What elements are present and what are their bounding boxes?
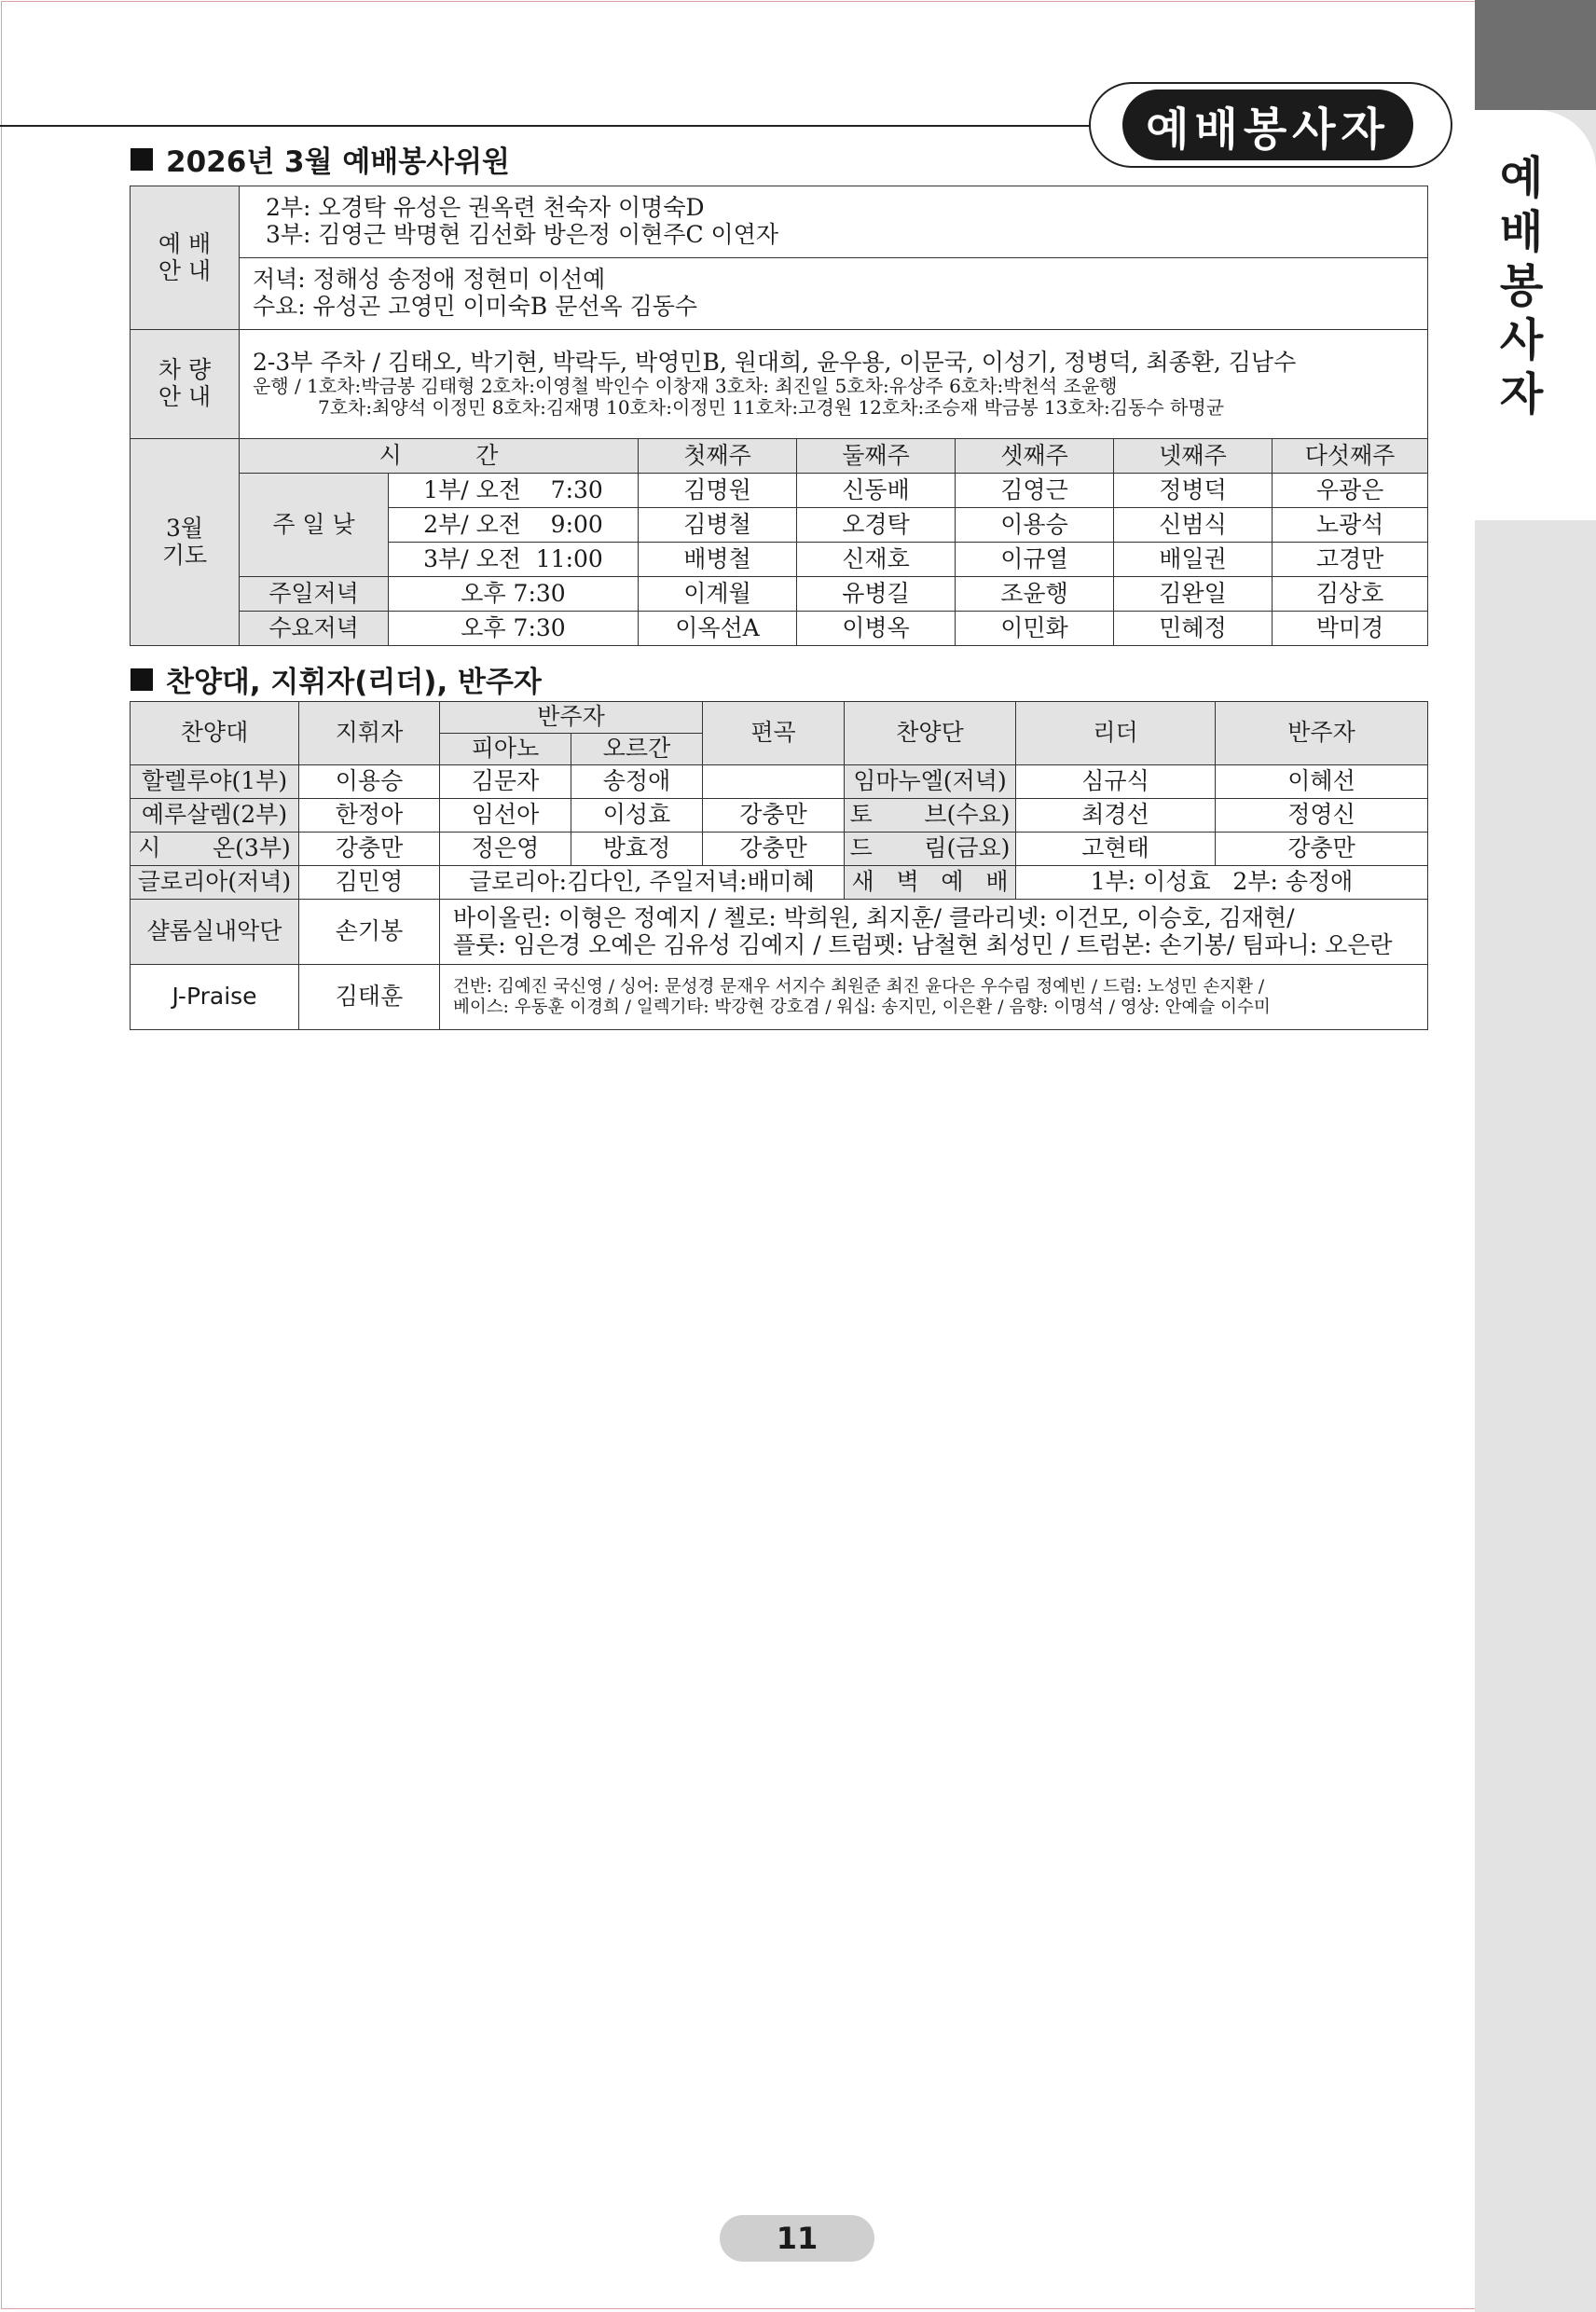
worship-evening-box bbox=[240, 258, 1428, 330]
prayer-name: 이용승 bbox=[956, 508, 1114, 543]
prayer-name: 이옥선A bbox=[639, 612, 797, 646]
prayer-name: 노광석 bbox=[1273, 508, 1428, 543]
jpraise-members bbox=[440, 965, 1428, 1030]
prayer-name: 정병덕 bbox=[1114, 474, 1273, 508]
vehicle-box bbox=[240, 330, 1428, 439]
choir-name: 시 온(3부) bbox=[131, 833, 299, 866]
vehicle-label: 차 량 안 내 bbox=[131, 330, 240, 439]
prayer-label: 3월 기도 bbox=[131, 439, 240, 646]
header-arrangement: 편곡 bbox=[703, 702, 845, 765]
prayer-name: 고경만 bbox=[1273, 543, 1428, 577]
table-row bbox=[131, 866, 1428, 900]
worship-service-box bbox=[240, 186, 1428, 258]
prayer-name: 김완일 bbox=[1114, 577, 1273, 612]
prayer-name: 배일권 bbox=[1114, 543, 1273, 577]
piano: 임선아 bbox=[440, 799, 571, 833]
sunday-label: 주 일 낮 bbox=[240, 474, 389, 577]
prayer-time: 오후 7:30 bbox=[389, 612, 639, 646]
header-leader: 리더 bbox=[1016, 702, 1216, 765]
header-choir: 찬양대 bbox=[131, 702, 299, 765]
section-title-volunteers: 2026년 3월 예배봉사위원 bbox=[131, 138, 510, 180]
praise-team: 임마누엘(저녁) bbox=[845, 765, 1016, 799]
header-conductor: 지휘자 bbox=[299, 702, 440, 765]
organ: 이성효 bbox=[571, 799, 703, 833]
piano: 정은영 bbox=[440, 833, 571, 866]
piano: 김문자 bbox=[440, 765, 571, 799]
table-row bbox=[131, 765, 1428, 799]
praise-team: 드 림(금요) bbox=[845, 833, 1016, 866]
orchestra-conductor: 손기봉 bbox=[299, 900, 440, 965]
jpraise-name: J-Praise bbox=[131, 965, 299, 1030]
header-piano: 피아노 bbox=[440, 734, 571, 765]
prayer-name: 오경탁 bbox=[797, 508, 956, 543]
table-row bbox=[131, 833, 1428, 866]
orchestra-line: 바이올린: 이형은 정예지 / 첼로: 박희원, 최지훈/ 클라리넷: 이건모, 이승호, 김재현/ bbox=[453, 903, 1295, 931]
bullet-square-icon bbox=[131, 668, 153, 691]
side-tab-label: 예 배 봉 사 자 bbox=[1499, 152, 1544, 420]
worship-line: 2부: 오경탁 유성은 권옥련 천숙자 이명숙D bbox=[266, 194, 705, 222]
header-praise-team: 찬양단 bbox=[845, 702, 1016, 765]
dawn-service-label: 새 벽 예 배 bbox=[845, 866, 1016, 900]
accompanist: 이혜선 bbox=[1216, 765, 1428, 799]
orchestra-members bbox=[440, 900, 1428, 965]
choir-name: 글로리아(저녁) bbox=[131, 866, 299, 900]
prayer-name: 민혜정 bbox=[1114, 612, 1273, 646]
header-accompanist: 반주자 bbox=[440, 702, 703, 734]
prayer-time: 2부/ 오전 9:00 bbox=[389, 508, 639, 543]
prayer-name: 김병철 bbox=[639, 508, 797, 543]
conductor: 한정아 bbox=[299, 799, 440, 833]
choir-table bbox=[130, 701, 1428, 1030]
week-header: 셋째주 bbox=[956, 439, 1114, 474]
evening-label: 주일저녁 bbox=[240, 577, 389, 612]
prayer-name: 박미경 bbox=[1273, 612, 1428, 646]
table-row bbox=[131, 799, 1428, 833]
side-tab-top-block bbox=[1475, 0, 1596, 110]
prayer-time: 3부/ 오전 11:00 bbox=[389, 543, 639, 577]
prayer-time: 오후 7:30 bbox=[389, 577, 639, 612]
prayer-name: 이계월 bbox=[639, 577, 797, 612]
table-row bbox=[131, 900, 1428, 965]
worship-label: 예 배 안 내 bbox=[131, 186, 240, 330]
header-organ: 오르간 bbox=[571, 734, 703, 765]
worship-line: 수요: 유성곤 고영민 이미숙B 문선옥 김동수 bbox=[253, 293, 698, 320]
volunteer-table bbox=[130, 186, 1428, 646]
prayer-name: 이민화 bbox=[956, 612, 1114, 646]
conductor: 강충만 bbox=[299, 833, 440, 866]
leader: 고현태 bbox=[1016, 833, 1216, 866]
jpraise-conductor: 김태훈 bbox=[299, 965, 440, 1030]
prayer-name: 이병옥 bbox=[797, 612, 956, 646]
section-title-choir: 찬양대, 지휘자(리더), 반주자 bbox=[131, 658, 542, 700]
conductor: 김민영 bbox=[299, 866, 440, 900]
orchestra-line: 플룻: 임은경 오예은 김유성 김예지 / 트럼펫: 남철현 최성민 / 트럼본: 손기봉/ 팀파니: 오은란 bbox=[453, 930, 1393, 958]
prayer-name: 김상호 bbox=[1273, 577, 1428, 612]
prayer-name: 이규열 bbox=[956, 543, 1114, 577]
arrangement: 강충만 bbox=[703, 799, 845, 833]
jpraise-line: 건반: 김예진 국신영 / 싱어: 문성경 문재우 서지수 최원준 최진 윤다은 우수림 정예빈 / 드럼: 노성민 손지환 / bbox=[453, 977, 1265, 998]
worship-line: 저녁: 정해성 송정애 정현미 이선예 bbox=[253, 266, 606, 294]
prayer-name: 조윤행 bbox=[956, 577, 1114, 612]
prayer-name: 신동배 bbox=[797, 474, 956, 508]
worship-line: 3부: 김영근 박명현 김선화 방은정 이현주C 이연자 bbox=[266, 221, 778, 248]
vehicle-line: 2-3부 주차 / 김태오, 박기현, 박락두, 박영민B, 원대희, 윤우용, 이문국, 이성기, 정병덕, 최종환, 김남수 bbox=[253, 348, 1297, 376]
bullet-square-icon bbox=[131, 148, 153, 171]
accompanist: 정영신 bbox=[1216, 799, 1428, 833]
leader: 최경선 bbox=[1016, 799, 1216, 833]
week-header: 다섯째주 bbox=[1273, 439, 1428, 474]
dawn-service-accompanist: 1부: 이성효 2부: 송정애 bbox=[1016, 866, 1428, 900]
organ: 송정애 bbox=[571, 765, 703, 799]
prayer-name: 배병철 bbox=[639, 543, 797, 577]
prayer-name: 김명원 bbox=[639, 474, 797, 508]
vehicle-line: 7호차:최양석 이정민 8호차:김재명 10호차:이정민 11호차:고경원 12호차:조승재 박금봉 13호차:김동수 하명균 bbox=[318, 396, 1225, 420]
header-rule bbox=[0, 125, 1091, 127]
prayer-name: 우광은 bbox=[1273, 474, 1428, 508]
table-row bbox=[131, 965, 1428, 1030]
header-accompanist-2: 반주자 bbox=[1216, 702, 1428, 765]
week-header: 둘째주 bbox=[797, 439, 956, 474]
conductor: 이용승 bbox=[299, 765, 440, 799]
accompanist: 강충만 bbox=[1216, 833, 1428, 866]
week-header: 넷째주 bbox=[1114, 439, 1273, 474]
jpraise-line: 베이스: 우동훈 이경희 / 일렉기타: 박강현 강호겸 / 워십: 송지민, 이은환 / 음향: 이명석 / 영상: 안예슬 이수미 bbox=[453, 997, 1271, 1017]
choir-name: 할렐루야(1부) bbox=[131, 765, 299, 799]
prayer-time: 1부/ 오전 7:30 bbox=[389, 474, 639, 508]
week-header: 첫째주 bbox=[639, 439, 797, 474]
prayer-name: 유병길 bbox=[797, 577, 956, 612]
vehicle-line: 운행 / 1호차:박금봉 김태형 2호차:이영철 박인수 이창재 3호차: 최진일 5호차:유상주 6호차:박천석 조윤행 bbox=[253, 375, 1118, 398]
prayer-time-header: 시 간 bbox=[240, 439, 639, 474]
prayer-name: 김영근 bbox=[956, 474, 1114, 508]
arrangement bbox=[703, 765, 845, 799]
prayer-name: 신범식 bbox=[1114, 508, 1273, 543]
gloria-accompanist: 글로리아:김다인, 주일저녁:배미혜 bbox=[440, 866, 845, 900]
header-badge: 예배봉사자 bbox=[1122, 89, 1413, 160]
orchestra-name: 샬롬실내악단 bbox=[131, 900, 299, 965]
page-number: 11 bbox=[720, 2215, 874, 2262]
praise-team: 토 브(수요) bbox=[845, 799, 1016, 833]
organ: 방효정 bbox=[571, 833, 703, 866]
choir-name: 예루살렘(2부) bbox=[131, 799, 299, 833]
arrangement: 강충만 bbox=[703, 833, 845, 866]
leader: 심규식 bbox=[1016, 765, 1216, 799]
prayer-name: 신재호 bbox=[797, 543, 956, 577]
evening-label: 수요저녁 bbox=[240, 612, 389, 646]
